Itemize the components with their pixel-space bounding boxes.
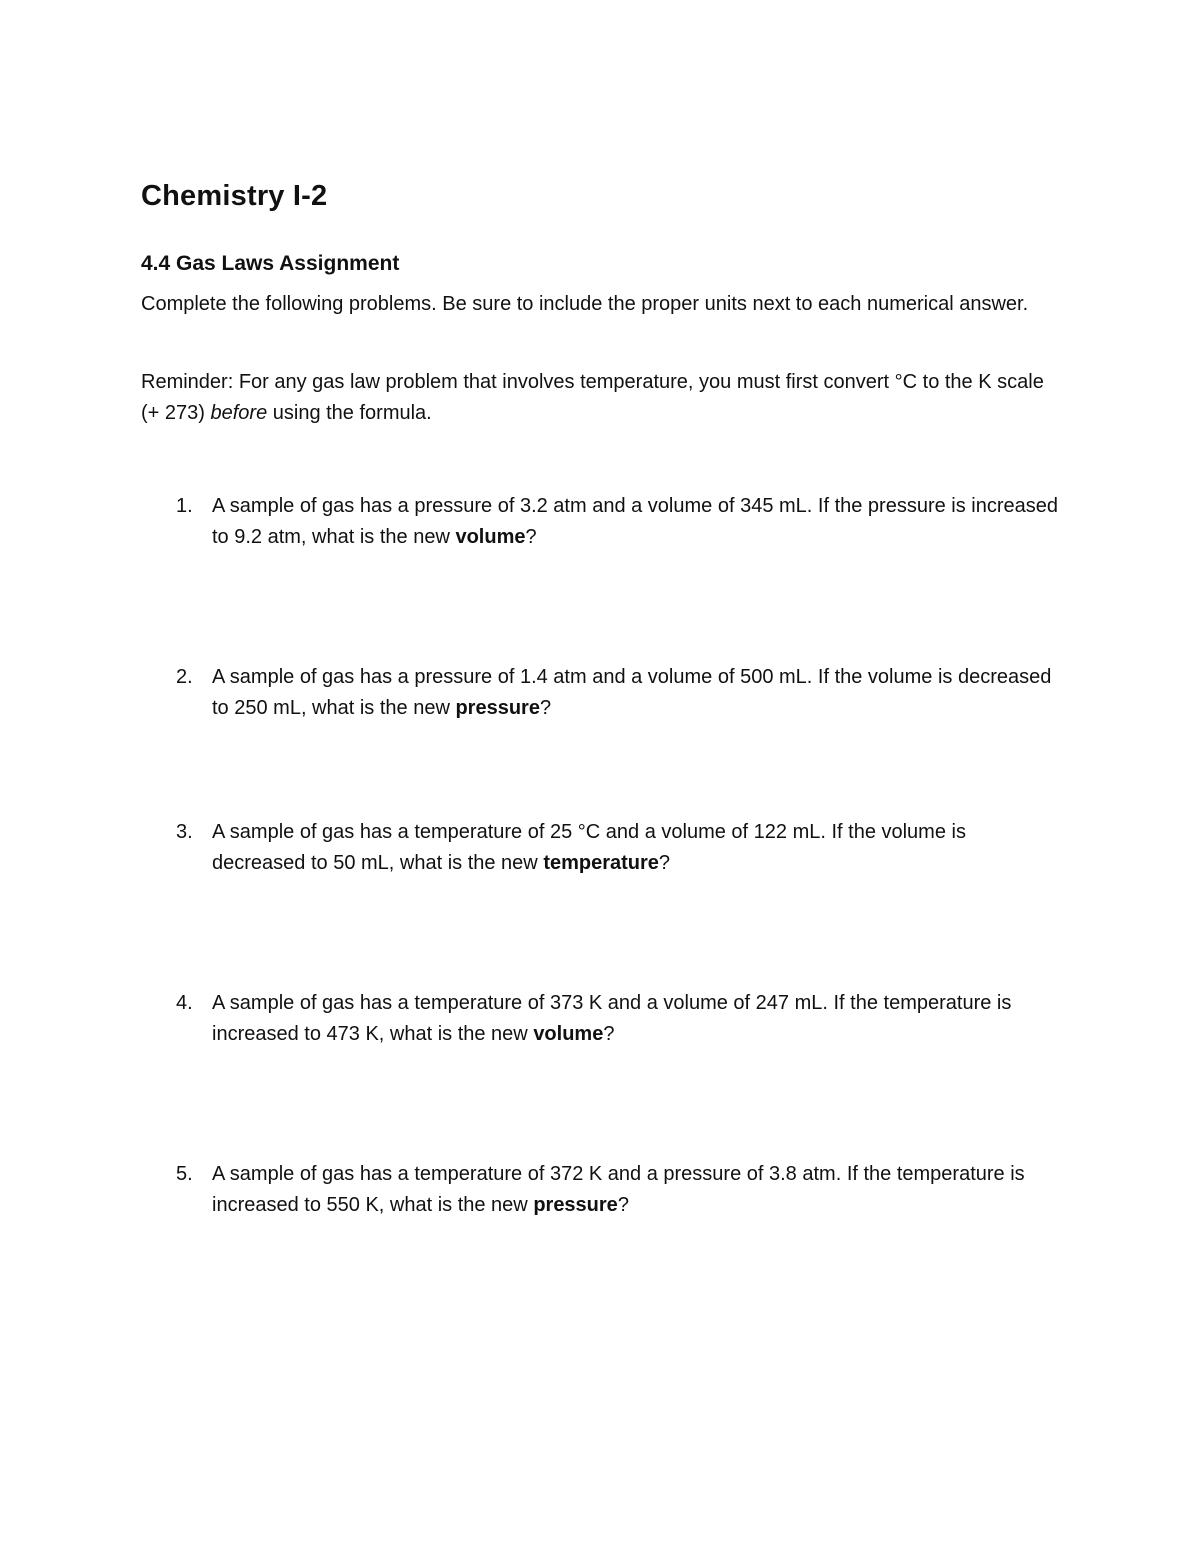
problem-text bbox=[212, 817, 1061, 879]
problem-item bbox=[176, 1159, 1061, 1221]
problem-statement: A sample of gas has a temperature of 372 K and a pressure of 3.8 atm. If the temperature is increased to 550 K, what is the new bbox=[212, 1163, 1025, 1216]
instructions-paragraph: Complete the following problems. Be sure to include the proper units next to each numerical answer. bbox=[141, 293, 1029, 315]
problem-target-quantity: volume bbox=[455, 526, 526, 548]
reminder-emphasis: before bbox=[210, 402, 268, 424]
problem-statement: A sample of gas has a pressure of 3.2 atm and a volume of 345 mL. If the pressure is increased to 9.2 atm, what is the new bbox=[212, 495, 1059, 548]
problem-punctuation: ? bbox=[617, 1194, 629, 1216]
problem-item bbox=[176, 662, 1061, 724]
problem-statement: A sample of gas has a temperature of 25 °C and a volume of 122 mL. If the volume is decreased to 50 mL, what is the new bbox=[212, 821, 966, 874]
problem-target-quantity: temperature bbox=[543, 852, 659, 874]
problem-item bbox=[176, 491, 1061, 553]
problem-text bbox=[212, 662, 1061, 724]
problem-text bbox=[212, 1159, 1061, 1221]
problem-number: 2. bbox=[176, 666, 193, 688]
problem-target-quantity: pressure bbox=[455, 697, 540, 719]
reminder-text-end: using the formula. bbox=[267, 402, 432, 424]
problem-number: 4. bbox=[176, 992, 193, 1014]
problem-punctuation: ? bbox=[525, 526, 537, 548]
problem-statement: A sample of gas has a temperature of 373 K and a volume of 247 mL. If the temperature is increased to 473 K, what is the new bbox=[212, 992, 1012, 1045]
problem-number: 5. bbox=[176, 1163, 193, 1185]
problem-text bbox=[212, 988, 1061, 1050]
reminder-text: Reminder: For any gas law problem that involves temperature, you must first convert °C to the K scale (+ 273) bbox=[141, 371, 1044, 424]
problem-punctuation: ? bbox=[658, 852, 671, 874]
problem-text bbox=[212, 491, 1061, 553]
problem-item bbox=[176, 817, 1061, 879]
problem-target-quantity: pressure bbox=[533, 1194, 618, 1216]
problem-punctuation: ? bbox=[603, 1023, 615, 1045]
reminder-paragraph bbox=[141, 367, 1051, 429]
problem-number: 1. bbox=[176, 495, 193, 517]
problem-item bbox=[176, 988, 1061, 1050]
problem-statement: A sample of gas has a pressure of 1.4 atm and a volume of 500 mL. If the volume is decreased to 250 mL, what is the new bbox=[212, 666, 1052, 719]
problem-number: 3. bbox=[176, 821, 193, 843]
assignment-heading: 4.4 Gas Laws Assignment bbox=[141, 252, 400, 275]
problem-target-quantity: volume bbox=[533, 1023, 604, 1045]
document-title: Chemistry I-2 bbox=[141, 180, 328, 212]
problem-punctuation: ? bbox=[539, 697, 552, 719]
